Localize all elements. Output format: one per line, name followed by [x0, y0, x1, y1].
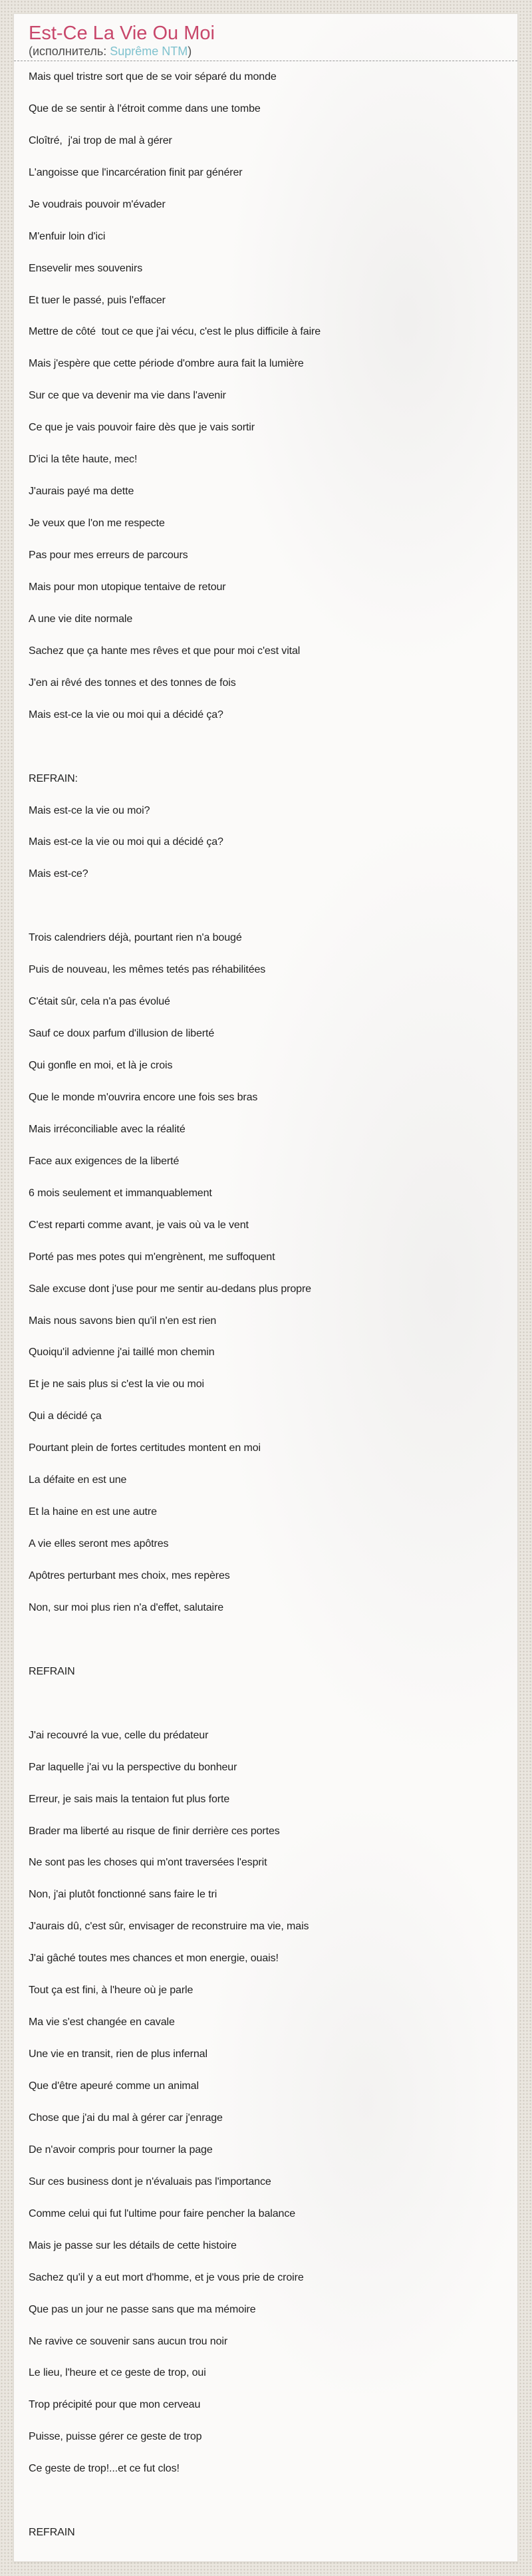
lyric-line: Chose que j'ai du mal à gérer car j'enrage	[29, 2112, 223, 2124]
lyric-line: De n'avoir compris pour tourner la page	[29, 2144, 213, 2156]
lyric-line: M'enfuir loin d'ici	[29, 230, 106, 242]
lyric-line: Mais quel tristre sort que de se voir séparé du monde	[29, 71, 277, 82]
lyric-line: Et la haine en est une autre	[29, 1506, 157, 1518]
lyric-line: Porté pas mes potes qui m'engrènent, me suffoquent	[29, 1251, 275, 1263]
lyric-line: Mais pour mon utopique tentaive de retour	[29, 581, 226, 593]
song-header	[14, 14, 517, 61]
artist-line	[29, 45, 503, 58]
lyric-line: J'ai recouvré la vue, celle du prédateur	[29, 1729, 209, 1741]
page-title: Est-Ce La Vie Ou Moi	[29, 23, 215, 44]
lyric-line: Sale excuse dont j'use pour me sentir au-dedans plus propre	[29, 1283, 311, 1295]
lyric-line: REFRAIN	[29, 1665, 75, 1677]
lyric-blank-line	[29, 2485, 503, 2517]
lyric-line: Non, sur moi plus rien n'a d'effet, salutaire	[29, 1601, 224, 1613]
lyric-line: Mais je passe sur les détails de cette histoire	[29, 2239, 237, 2251]
lyric-line: Apôtres perturbant mes choix, mes repères	[29, 1570, 230, 1582]
lyric-line: Mais irréconciliable avec la réalité	[29, 1123, 186, 1135]
lyrics-card	[13, 13, 518, 2562]
lyric-line: Cloîtré, j'ai trop de mal à gérer	[29, 134, 172, 146]
lyric-line: J'aurais dû, c'est sûr, envisager de reconstruire ma vie, mais	[29, 1921, 309, 1933]
lyric-blank-line	[29, 890, 503, 922]
lyric-line: Trois calendriers déjà, pourtant rien n'a bougé	[29, 932, 242, 944]
lyric-line: Mais est-ce?	[29, 868, 88, 880]
lyric-line: REFRAIN	[29, 2527, 75, 2539]
lyric-line: Sur ce que va devenir ma vie dans l'avenir	[29, 390, 226, 402]
lyric-line: Le lieu, l'heure et ce geste de trop, oui	[29, 2367, 206, 2379]
artist-link[interactable]: Suprême NTM	[110, 45, 188, 58]
artist-label-prefix: (исполнитель:	[29, 45, 110, 58]
lyric-line: 6 mois seulement et immanquablement	[29, 1187, 212, 1199]
lyric-line: La défaite en est une	[29, 1474, 127, 1486]
lyric-line: Que le monde m'ouvrira encore une fois ses bras	[29, 1091, 258, 1103]
lyric-line: Que d'être apeuré comme un animal	[29, 2080, 199, 2092]
lyric-line: J'aurais payé ma dette	[29, 486, 134, 498]
lyric-line: Sauf ce doux parfum d'illusion de liberté	[29, 1028, 215, 1040]
lyric-line: Qui a décidé ça	[29, 1410, 102, 1422]
lyric-line: Erreur, je sais mais la tentaion fut plus forte	[29, 1793, 230, 1805]
lyric-line: Trop précipité pour que mon cerveau	[29, 2399, 201, 2411]
lyric-blank-line	[29, 1688, 503, 1720]
lyric-line: Sur ces business dont je n'évaluais pas l'importance	[29, 2175, 271, 2187]
lyrics-list	[14, 61, 517, 2549]
lyric-line: Mais est-ce la vie ou moi?	[29, 804, 150, 816]
lyric-line: Quoiqu'il advienne j'ai taillé mon chemin	[29, 1347, 215, 1359]
lyric-line: Que de se sentir à l'étroit comme dans une tombe	[29, 102, 261, 114]
lyric-line: Tout ça est fini, à l'heure où je parle	[29, 1985, 194, 1997]
lyric-line: A vie elles seront mes apôtres	[29, 1538, 169, 1550]
lyric-line: Mais j'espère que cette période d'ombre aura fait la lumière	[29, 358, 304, 370]
lyric-line: REFRAIN:	[29, 772, 78, 784]
artist-label-suffix: )	[188, 45, 192, 58]
lyric-blank-line	[29, 1624, 503, 1656]
lyric-line: J'ai gâché toutes mes chances et mon energie, ouais!	[29, 1953, 279, 1965]
lyric-line: J'en ai rêvé des tonnes et des tonnes de fois	[29, 677, 236, 689]
lyric-line: Brader ma liberté au risque de finir derrière ces portes	[29, 1825, 280, 1837]
lyric-line: Et je ne sais plus si c'est la vie ou moi	[29, 1378, 204, 1390]
lyric-line: Sachez que ça hante mes rêves et que pour moi c'est vital	[29, 645, 301, 657]
lyric-blank-line	[29, 731, 503, 763]
lyric-line: Mais est-ce la vie ou moi qui a décidé ça?	[29, 709, 223, 721]
lyric-line: A une vie dite normale	[29, 613, 133, 625]
lyric-line: Puisse, puisse gérer ce geste de trop	[29, 2431, 202, 2443]
lyric-line: D'ici la tête haute, mec!	[29, 454, 138, 466]
lyric-line: Pourtant plein de fortes certitudes montent en moi	[29, 1442, 261, 1454]
lyric-line: Ne ravive ce souvenir sans aucun trou noir	[29, 2335, 228, 2347]
lyric-line: Mettre de côté tout ce que j'ai vécu, c'est le plus difficile à faire	[29, 326, 321, 338]
lyric-line: L'angoisse que l'incarcération finit par générer	[29, 166, 243, 178]
lyric-line: Ne sont pas les choses qui m'ont traversées l'esprit	[29, 1857, 267, 1869]
lyric-line: C'est reparti comme avant, je vais où va le vent	[29, 1219, 249, 1231]
lyric-line: Comme celui qui fut l'ultime pour faire pencher la balance	[29, 2207, 296, 2219]
lyric-line: Ce geste de trop!...et ce fut clos!	[29, 2463, 180, 2475]
lyric-line: Ce que je vais pouvoir faire dès que je vais sortir	[29, 422, 255, 434]
lyric-line: Face aux exigences de la liberté	[29, 1155, 180, 1167]
lyric-line: Non, j'ai plutôt fonctionné sans faire le tri	[29, 1889, 217, 1901]
lyric-line: Ensevelir mes souvenirs	[29, 262, 143, 274]
lyric-line: C'était sûr, cela n'a pas évolué	[29, 996, 170, 1008]
lyric-line: Je voudrais pouvoir m'évader	[29, 198, 166, 210]
lyric-line: Que pas un jour ne passe sans que ma mémoire	[29, 2303, 256, 2315]
lyric-line: Mais nous savons bien qu'il n'en est rien	[29, 1315, 217, 1327]
lyric-line: Ma vie s'est changée en cavale	[29, 2016, 175, 2028]
lyric-line: Et tuer le passé, puis l'effacer	[29, 294, 166, 306]
lyric-line: Sachez qu'il y a eut mort d'homme, et je vous prie de croire	[29, 2271, 304, 2283]
lyric-line: Puis de nouveau, les mêmes tetés pas réhabilitées	[29, 964, 266, 976]
lyric-line: Qui gonfle en moi, et là je crois	[29, 1060, 173, 1072]
lyric-line: Pas pour mes erreurs de parcours	[29, 550, 188, 562]
lyric-line: Je veux que l'on me respecte	[29, 518, 165, 530]
lyric-line: Mais est-ce la vie ou moi qui a décidé ça?	[29, 836, 223, 848]
lyric-line: Une vie en transit, rien de plus infernal	[29, 2048, 207, 2060]
lyric-line: Par laquelle j'ai vu la perspective du bonheur	[29, 1761, 237, 1773]
